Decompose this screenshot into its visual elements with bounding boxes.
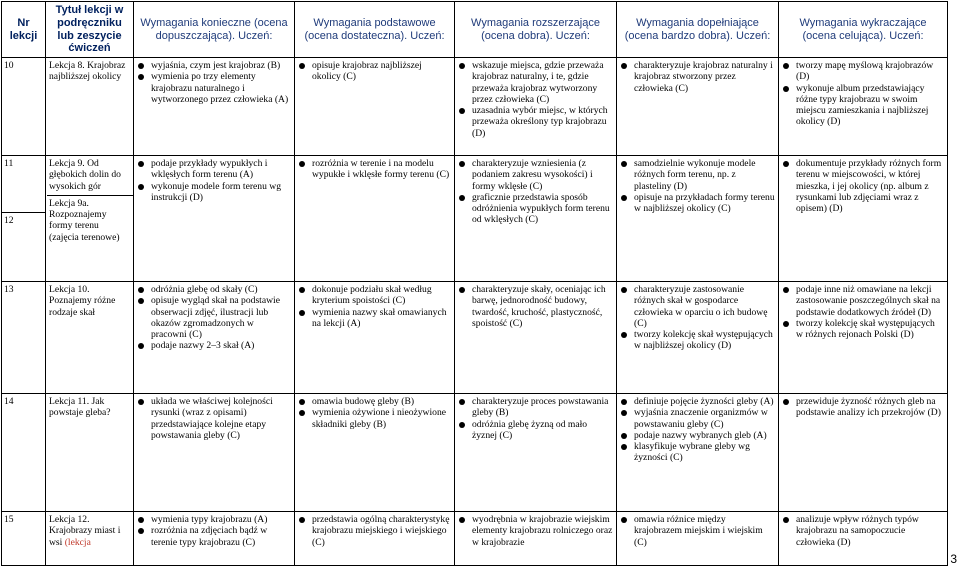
bullet-list bbox=[137, 396, 291, 441]
header-konieczne: Wymagania konieczne (ocena dopuszczająca). Uczeń: bbox=[134, 2, 295, 58]
bullet-list bbox=[620, 514, 775, 548]
cell-konieczne bbox=[134, 58, 295, 156]
bullet-list bbox=[298, 396, 451, 430]
bullet-item: podaje przykłady wypukłych i wklęsłych form terenu (A) bbox=[137, 158, 291, 181]
cell-konieczne bbox=[134, 512, 295, 566]
bullet-item: charakteryzuje wzniesienia (z podaniem zakresu wysokości) i formy wklęsłe (C) bbox=[458, 158, 613, 192]
bullet-item: charakteryzuje proces powstawania gleby (B) bbox=[458, 396, 613, 419]
header-title: Tytuł lekcji w podręczniku lub zeszycie ćwiczeń bbox=[46, 2, 134, 58]
bullet-list bbox=[782, 514, 944, 548]
cell-konieczne bbox=[134, 282, 295, 394]
cell-podstawowe bbox=[295, 394, 455, 512]
header-podstawowe: Wymagania podstawowe (ocena dostateczna). Uczeń: bbox=[295, 2, 455, 58]
cell-dopelniajace bbox=[617, 58, 779, 156]
bullet-item: wymienia po trzy elementy krajobrazu naturalnego i wytworzonego przez człowieka (A) bbox=[137, 71, 291, 105]
bullet-list bbox=[298, 158, 451, 181]
bullet-list bbox=[458, 284, 613, 329]
lesson-number: 15 bbox=[2, 512, 46, 566]
cell-wykraczajace bbox=[779, 58, 948, 156]
cell-wykraczajace bbox=[779, 394, 948, 512]
bullet-list bbox=[620, 60, 775, 94]
bullet-item: podaje nazwy wybranych gleb (A) bbox=[620, 430, 775, 441]
bullet-item: rozróżnia na zdjęciach bądź w terenie typy krajobrazu (C) bbox=[137, 525, 291, 548]
lesson-title bbox=[46, 512, 134, 566]
bullet-item: uzasadnia wybór miejsc, w których przeważa określony typ krajobrazu (D) bbox=[458, 105, 613, 139]
lesson-title: Lekcja 8. Krajobraz najbliższej okolicy bbox=[46, 58, 134, 156]
lesson-title: Lekcja 9a. Rozpoznajemy formy terenu (zajęcia terenowe) bbox=[49, 197, 120, 243]
bullet-item: podaje inne niż omawiane na lekcji zastosowanie poszczególnych skał na podstawie dodatkowych źródeł (D) bbox=[782, 284, 944, 318]
cell-podstawowe bbox=[295, 58, 455, 156]
table-row bbox=[2, 512, 948, 566]
cell-konieczne bbox=[134, 394, 295, 512]
bullet-item: rozróżnia w terenie i na modelu wypukłe i wklęsłe formy terenu (C) bbox=[298, 158, 451, 181]
lesson-number: 11 bbox=[4, 158, 14, 169]
bullet-item: samodzielnie wykonuje modele różnych form terenu, np. z plasteliny (D) bbox=[620, 158, 775, 192]
bullet-list bbox=[137, 158, 291, 203]
bullet-item: graficznie przedstawia sposób odróżnienia wypukłych form terenu od wklęsłych (C) bbox=[458, 192, 613, 226]
bullet-list bbox=[298, 60, 451, 83]
bullet-item: przewiduje żyzność różnych gleb na podstawie analizy ich przekrojów (D) bbox=[782, 396, 944, 419]
bullet-item: dokonuje podziału skał według kryterium spoistości (C) bbox=[298, 284, 451, 307]
divider bbox=[47, 195, 133, 196]
bullet-list bbox=[137, 514, 291, 548]
bullet-item: tworzy kolekcję skał występujących w najbliższej okolicy (D) bbox=[620, 329, 775, 352]
bullet-item: omawia różnice między krajobrazem miejskim i wiejskim (C) bbox=[620, 514, 775, 548]
bullet-list bbox=[782, 284, 944, 340]
cell-rozszerzajace bbox=[455, 512, 617, 566]
bullet-item: tworzy mapę myślową krajobrazów (D) bbox=[782, 60, 944, 83]
lesson-title: Lekcja 10. Poznajemy różne rodzaje skał bbox=[46, 282, 134, 394]
bullet-item: wymienia ożywione i nieożywione składniki gleby (B) bbox=[298, 407, 451, 430]
cell-dopelniajace bbox=[617, 282, 779, 394]
cell-wykraczajace bbox=[779, 156, 948, 282]
bullet-item: wymienia nazwy skał omawianych na lekcji (A) bbox=[298, 307, 451, 330]
requirements-table bbox=[1, 1, 948, 566]
cell-konieczne bbox=[134, 156, 295, 282]
bullet-list bbox=[137, 284, 291, 352]
header-dopelniajace: Wymagania dopełniające (ocena bardzo dobra). Uczeń: bbox=[617, 2, 779, 58]
cell-dopelniajace bbox=[617, 394, 779, 512]
bullet-item: wyjaśnia znaczenie organizmów w powstawaniu gleby (C) bbox=[620, 407, 775, 430]
bullet-item: opisuje na przykładach formy terenu w najbliższej okolicy (C) bbox=[620, 192, 775, 215]
bullet-list bbox=[782, 396, 944, 419]
cell-rozszerzajace bbox=[455, 282, 617, 394]
lesson-number: 13 bbox=[2, 282, 46, 394]
header-row bbox=[2, 2, 948, 58]
bullet-item: przedstawia ogólną charakterystykę krajobrazu miejskiego i wiejskiego (C) bbox=[298, 514, 451, 548]
lesson-number: 12 bbox=[4, 215, 14, 227]
bullet-item: tworzy kolekcję skał występujących w różnych rejonach Polski (D) bbox=[782, 318, 944, 341]
bullet-item: dokumentuje przykłady różnych form terenu w miejscowości, w której mieszka, i jej okolicy (np. album z rysunkami lub zdjęciami wraz z opisem) (D) bbox=[782, 158, 944, 214]
bullet-item: klasyfikuje wybrane gleby wg żyzności (C) bbox=[620, 441, 775, 464]
bullet-item: definiuje pojęcie żyzności gleby (A) bbox=[620, 396, 775, 407]
bullet-item: układa we właściwej kolejności rysunki (wraz z opisami) przedstawiające kolejne etapy powstawania gleby (C) bbox=[137, 396, 291, 441]
cell-wykraczajace bbox=[779, 282, 948, 394]
cell-dopelniajace bbox=[617, 156, 779, 282]
bullet-list bbox=[137, 60, 291, 105]
bullet-item: wymienia typy krajobrazu (A) bbox=[137, 514, 291, 525]
header-nr: Nr lekcji bbox=[2, 2, 46, 58]
bullet-item: omawia budowę gleby (B) bbox=[298, 396, 451, 407]
table-row bbox=[2, 156, 948, 282]
bullet-list bbox=[458, 60, 613, 139]
header-rozszerzajace: Wymagania rozszerzające (ocena dobra). Uczeń: bbox=[455, 2, 617, 58]
bullet-item: podaje nazwy 2–3 skał (A) bbox=[137, 340, 291, 351]
bullet-item: analizuje wpływ różnych typów krajobrazu na samopoczucie człowieka (D) bbox=[782, 514, 944, 548]
table-row bbox=[2, 282, 948, 394]
bullet-item: wykonuje modele form terenu wg instrukcji (D) bbox=[137, 181, 291, 204]
cell-podstawowe bbox=[295, 156, 455, 282]
lesson-number: 10 bbox=[2, 58, 46, 156]
bullet-item: opisuje krajobraz najbliższej okolicy (C) bbox=[298, 60, 451, 83]
bullet-list bbox=[782, 60, 944, 128]
cell-rozszerzajace bbox=[455, 58, 617, 156]
bullet-item: wyodrębnia w krajobrazie wiejskim elementy krajobrazu rolniczego oraz w krajobrazie bbox=[458, 514, 613, 548]
bullet-list bbox=[620, 396, 775, 464]
header-wykraczajace: Wymagania wykraczające (ocena celująca). Uczeń: bbox=[779, 2, 948, 58]
lesson-title: Lekcja 11. Jak powstaje gleba? bbox=[46, 394, 134, 512]
bullet-list bbox=[620, 158, 775, 214]
bullet-list bbox=[782, 158, 944, 214]
lesson-title-text: Lekcja 12. Krajobrazy miast i wsi bbox=[49, 514, 121, 548]
table-row bbox=[2, 394, 948, 512]
bullet-list bbox=[298, 284, 451, 329]
lesson-number: 14 bbox=[2, 394, 46, 512]
bullet-list bbox=[458, 396, 613, 441]
bullet-list bbox=[620, 284, 775, 352]
cell-dopelniajace bbox=[617, 512, 779, 566]
bullet-item: wyjaśnia, czym jest krajobraz (B) bbox=[137, 60, 291, 71]
bullet-item: charakteryzuje krajobraz naturalny i krajobraz stworzony przez człowieka (C) bbox=[620, 60, 775, 94]
bullet-list bbox=[458, 514, 613, 548]
bullet-item: wskazuje miejsca, gdzie przeważa krajobraz naturalny, i te, gdzie przeważa krajobraz wytworzony przez człowieka (C) bbox=[458, 60, 613, 105]
bullet-item: charakteryzuje skały, oceniając ich barwę, jednorodność budowy, twardość, kruchość, plastyczność, spoistość (C) bbox=[458, 284, 613, 329]
divider bbox=[2, 212, 46, 213]
bullet-item: odróżnia glebę od skały (C) bbox=[137, 284, 291, 295]
cell-rozszerzajace bbox=[455, 394, 617, 512]
lesson-number-cell bbox=[2, 156, 46, 282]
lesson-title: Lekcja 9. Od głębokich dolin do wysokich gór bbox=[49, 158, 121, 192]
bullet-list bbox=[458, 158, 613, 226]
lesson-title-cell bbox=[46, 156, 134, 282]
page-number: 3 bbox=[950, 552, 957, 566]
bullet-item: opisuje wygląd skał na podstawie obserwacji zdjęć, ilustracji lub okazów zgromadzonych w pracowni (C) bbox=[137, 295, 291, 340]
cell-podstawowe bbox=[295, 282, 455, 394]
bullet-item: wykonuje album przedstawiający różne typy krajobrazu w swoim miejscu zamieszkania i najbliższej okolicy (D) bbox=[782, 83, 944, 128]
cell-rozszerzajace bbox=[455, 156, 617, 282]
table-row bbox=[2, 58, 948, 156]
lesson-title-note: (lekcja bbox=[64, 536, 91, 548]
bullet-item: odróżnia glebę żyzną od mało żyznej (C) bbox=[458, 419, 613, 442]
bullet-list bbox=[298, 514, 451, 548]
cell-wykraczajace bbox=[779, 512, 948, 566]
bullet-item: charakteryzuje zastosowanie różnych skał w gospodarce człowieka w oparciu o ich budowę (C) bbox=[620, 284, 775, 329]
cell-podstawowe bbox=[295, 512, 455, 566]
